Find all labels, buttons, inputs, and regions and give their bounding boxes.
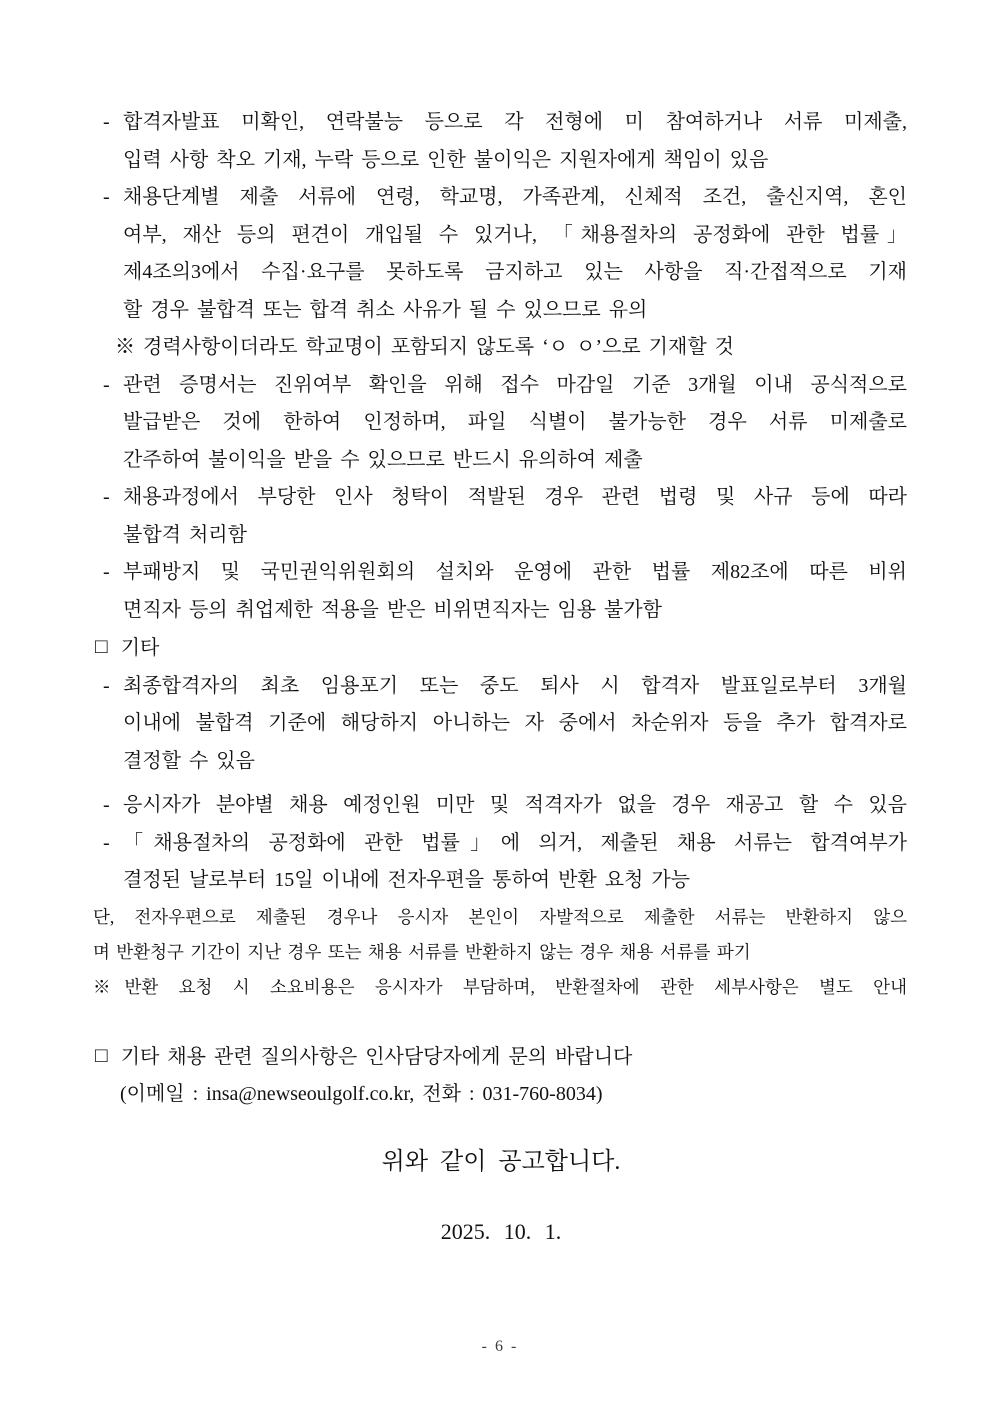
text-line: 단, 전자우편으로 제출된 경우나 응시자 본인이 자발적으로 제출한 서류는 반환하지 않으 (93, 906, 907, 927)
checkbox-square-icon: □ (95, 1042, 108, 1067)
paragraph-lines (115, 329, 907, 367)
text-line: 최종합격자의 최초 임용포기 또는 중도 퇴사 시 합격자 발표일로부터 3개월 (123, 674, 907, 697)
list-item-dash (95, 104, 907, 179)
text-line: 「채용절차의 공정화에 관한 법률」에 의거, 제출된 채용 서류는 합격여부가 (123, 831, 907, 854)
list-item-dash (95, 179, 907, 329)
text-line: 여부, 재산 등의 편견이 개입될 수 있거나, 「채용절차의 공정화에 관한 법률」 (123, 223, 907, 246)
text-line: 면직자 등의 취업제한 적용을 받은 비위면직자는 임용 불가함 (123, 598, 662, 621)
date-line (95, 1212, 907, 1252)
paragraph-lines (123, 554, 907, 629)
text-line: 채용과정에서 부당한 인사 청탁이 적발된 경우 관련 법령 및 사규 등에 따라 (123, 486, 907, 508)
text-line: 불합격 처리함 (123, 523, 247, 546)
section-heading (95, 629, 907, 668)
paragraph-lines (123, 367, 907, 480)
list-item-dash (95, 554, 907, 629)
dash-bullet-icon: - (103, 794, 110, 816)
text-line: 발급받은 것에 한하여 인정하며, 파일 식별이 불가능한 경우 서류 미제출로 (123, 411, 907, 433)
paragraph-lines (123, 479, 907, 554)
list-item-dash (95, 787, 907, 825)
section-heading (95, 1038, 907, 1077)
paragraph-lines (123, 179, 907, 329)
paragraph-lines (123, 668, 907, 781)
contact-line (95, 1076, 907, 1114)
dash-bullet-icon: - (103, 486, 110, 508)
fine-print (93, 900, 907, 1005)
paragraph-lines (93, 900, 907, 1005)
paragraph-lines (123, 787, 907, 825)
text-line: 응시자가 분야별 채용 예정인원 미만 및 적격자가 없을 경우 재공고 할 수 있음 (123, 794, 907, 816)
closing-statement (95, 1142, 907, 1182)
text-line: 결정할 수 있음 (123, 749, 255, 772)
list-item-dash (95, 825, 907, 900)
text-line: ※반환 요청 시 소요비용은 응시자가 부담하며, 반환절차에 관한 세부사항은 별도 안내 (93, 976, 907, 997)
date-text: 2025. 10. 1. (440, 1218, 562, 1244)
text-line: ※ 경력사항이더라도 학교명이 포함되지 않도록 ‘ㅇ ㅇ’으로 기재할 것 (115, 336, 734, 358)
list-item-dash (95, 367, 907, 480)
dash-bullet-icon: - (103, 186, 110, 208)
text-line: 채용단계별 제출 서류에 연령, 학교명, 가족관계, 신체적 조건, 출신지역, 혼인 (123, 186, 907, 208)
checkbox-square-icon: □ (95, 634, 108, 658)
text-line: (이메일 : insa@newseoulgolf.co.kr, 전화 : 031-760-8034) (120, 1083, 603, 1105)
dash-bullet-icon: - (103, 111, 110, 133)
note-line (95, 329, 907, 367)
paragraph-lines (120, 1076, 907, 1114)
text-line: 관련 증명서는 진위여부 확인을 위해 접수 마감일 기준 3개월 이내 공식적으로 (123, 373, 907, 396)
text-line: 이내에 불합격 기준에 해당하지 아니하는 자 중에서 차순위자 등을 추가 합격자로 (123, 712, 907, 734)
text-line: 합격자발표 미확인, 연락불능 등으로 각 전형에 미 참여하거나 서류 미제출, (123, 111, 907, 133)
text-line: 부패방지 및 국민권익위원회의 설치와 운영에 관한 법률 제82조에 따른 비위 (123, 561, 907, 583)
section-text: 기타 (120, 637, 160, 659)
paragraph-lines (123, 104, 907, 179)
text-line: 입력 사항 착오 기재, 누락 등으로 인한 불이익은 지원자에게 책임이 있음 (123, 148, 769, 171)
list-item-dash (95, 668, 907, 781)
dash-bullet-icon: - (103, 831, 110, 854)
list-item-dash (95, 479, 907, 554)
dash-bullet-icon: - (103, 674, 110, 697)
text-line: 할 경우 불합격 또는 합격 취소 사유가 될 수 있으므로 유의 (123, 298, 648, 321)
document-content (95, 104, 907, 1252)
section-text: 기타 채용 관련 질의사항은 인사담당자에게 문의 바랍니다 (120, 1045, 633, 1068)
dash-bullet-icon: - (103, 373, 110, 396)
text-line: 제4조의3에서 수집·요구를 못하도록 금지하고 있는 사항을 직·간접적으로 기재 (123, 261, 907, 283)
page-number: - 6 - (481, 1338, 519, 1355)
dash-bullet-icon: - (103, 561, 110, 583)
text-line: 간주하여 불이익을 받을 수 있으므로 반드시 유의하여 제출 (123, 448, 643, 471)
closing-text: 위와 같이 공고합니다. (381, 1148, 621, 1175)
text-line: 결정된 날로부터 15일 이내에 전자우편을 통하여 반환 요청 가능 (123, 869, 690, 891)
text-line: 며 반환청구 기간이 지난 경우 또는 채용 서류를 반환하지 않는 경우 채용 서류를 파기 (93, 941, 751, 962)
paragraph-lines (123, 825, 907, 900)
